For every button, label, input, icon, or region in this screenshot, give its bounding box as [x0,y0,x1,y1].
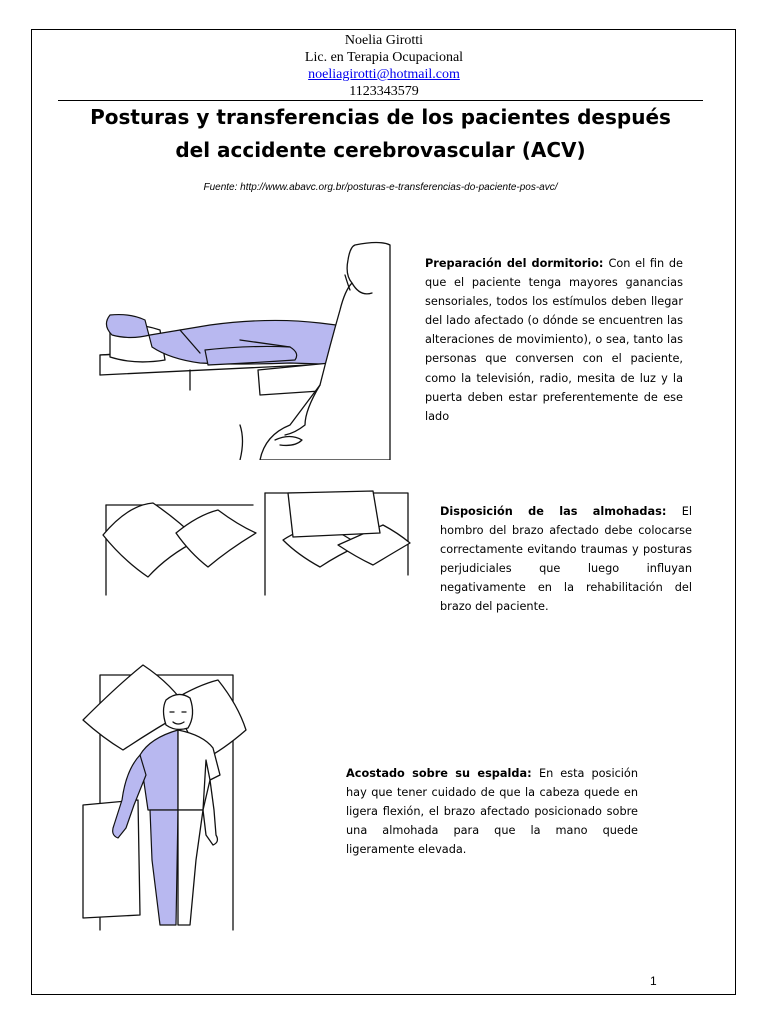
page-number: 1 [650,974,657,988]
title-line-2: del accidente cerebrovascular (ACV) [175,138,586,162]
section-pillows-heading: Disposición de las almohadas: [440,505,682,518]
document-header [0,32,768,100]
author-email-link[interactable]: noeliagirotti@hotmail.com [308,67,460,82]
section-supine [346,764,638,859]
section-supine-heading: Acostado sobre su espalda: [346,767,539,780]
section-supine-body: En esta posición hay que tener cuidado de que la cabeza quede en ligera flexión, el brazo afectado posicionado sobre una almohada para que la mano quede ligeramente elevada. [346,767,638,857]
title-line-1: Posturas y transferencias de los pacientes después [90,105,671,129]
section-pillows-body: El hombro del brazo afectado debe colocarse correctamente evitando traumas y posturas perjudiciales que luego influyan negativamente en la rehabilitación del brazo del paciente. [440,505,692,614]
author-name: Noelia Girotti [344,33,424,48]
section-bedroom-heading: Preparación del dormitorio: [425,257,609,270]
bedroom-illustration [90,235,400,460]
author-phone: 1123343579 [349,84,419,99]
supine-position-illustration [78,660,248,935]
section-pillows [440,502,692,617]
author-profession: Lic. en Terapia Ocupacional [304,50,464,65]
pillows-illustration [98,485,418,600]
section-bedroom [425,254,683,426]
source-citation: Fuente: http://www.abavc.org.br/posturas-e-transferencias-do-paciente-pos-avc/ [203,182,558,193]
section-bedroom-body: Con el fin de que el paciente tenga mayores ganancias sensoriales, todos los estímulos deben llegar del lado afectado (o dónde se encuentren las alteraciones de movimiento), o sea, tanto las personas que conversen con el paciente, como la televisión, radio, mesita de luz y la puerta deben estar preferentemente de ese lado [425,257,683,423]
document-title [58,101,703,167]
